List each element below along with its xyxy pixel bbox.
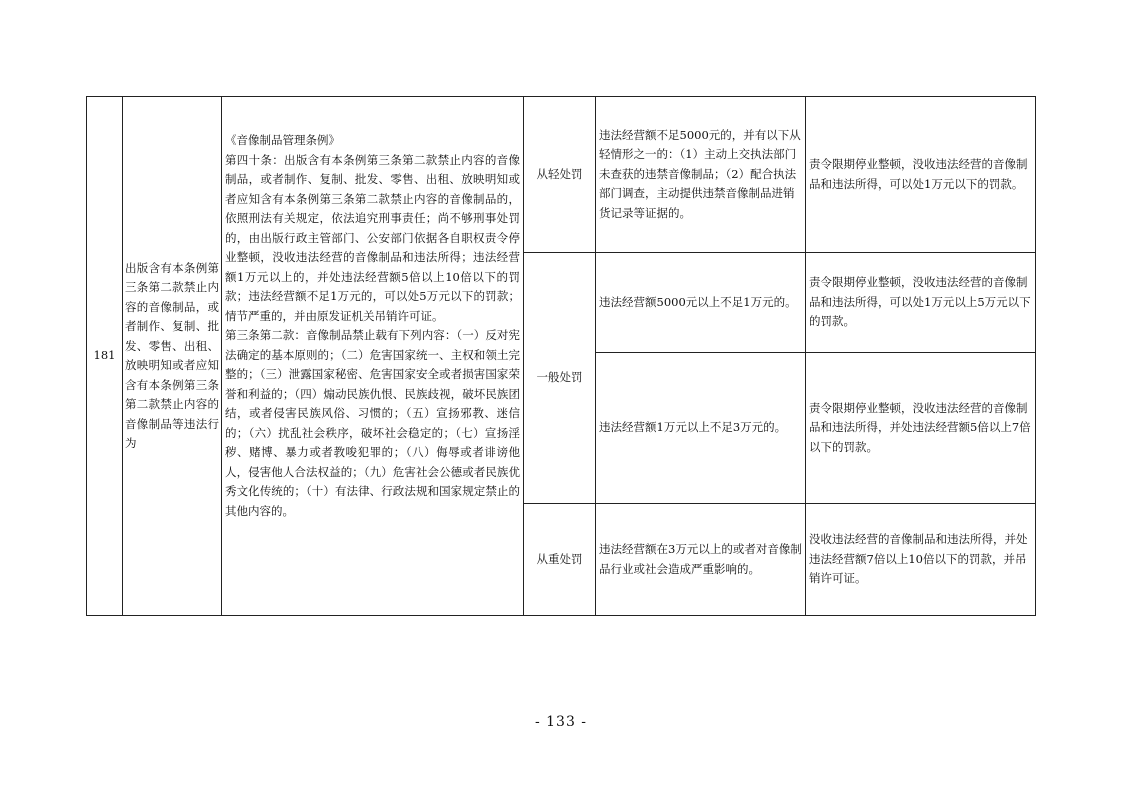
violation-behavior-cell [123,97,222,616]
circumstance-cell [596,504,806,616]
penalty-text: 责令限期停业整顿，没收违法经营的音像制品和违法所得，可以处1万元以下的罚款。 [809,157,1028,191]
circumstance-cell [596,253,806,353]
penalty-level-general: 一般处罚 [536,370,583,385]
page-number: - 133 - [534,714,588,730]
penalty-cell [806,353,1036,504]
circumstance-text: 违法经营额5000元以上不足1万元的。 [599,294,797,309]
penalty-level-light-cell [524,97,596,253]
legal-basis-article-3: 第三条第二款：音像制品禁止载有下列内容：（一）反对宪法确定的基本原则的；（二）危害国家统一、主权和领土完整的；（三）泄露国家秘密、危害国家安全或者损害国家荣誉和利益的；（四）煽动民族仇恨、民族歧视，破坏民族团结，或者侵害民族风俗、习惯的；（五）宣扬邪教、迷信的；（六）扰乱社会秩序，破坏社会稳定的；（七）宣扬淫秽、赌博、暴力或者教唆犯罪的；（八）侮辱或者诽谤他人，侵害他人合法权益的；（九）危害社会公德或者民族优秀文化传统的；（十）有法律、行政法规和国家规定禁止的其他内容的。 [225,328,520,518]
penalty-cell [806,253,1036,353]
legal-basis-cell [222,97,524,616]
penalty-level-light: 从轻处罚 [536,166,583,181]
circumstance-text: 违法经营额在3万元以上的或者对音像制品行业或社会造成严重影响的。 [599,542,802,576]
circumstance-cell [596,97,806,253]
penalty-text: 没收违法经营的音像制品和违法所得，并处违法经营额7倍以上10倍以下的罚款，并吊销许可证。 [809,532,1028,586]
penalty-text: 责令限期停业整顿，没收违法经营的音像制品和违法所得，并处违法经营额5倍以上7倍以下的罚款。 [809,400,1031,454]
penalty-standard-table [86,96,1036,616]
table-row [87,97,1036,253]
circumstance-text: 违法经营额不足5000元的，并有以下从轻情形之一的：（1）主动上交执法部门未查获的违禁音像制品；（2）配合执法部门调查，主动提供违禁音像制品进销货记录等证据的。 [599,127,801,220]
legal-basis-title: 《音像制品管理条例》 [225,133,340,147]
row-number-cell [87,97,123,616]
circumstance-text: 违法经营额1万元以上不足3万元的。 [599,420,787,435]
legal-basis-article-40: 第四十条：出版含有本条例第三条第二款禁止内容的音像制品，或者制作、复制、批发、零售、出租、放映明知或者应知含有本条例第三条第二款禁止内容的音像制品的，依照刑法有关规定，依法追究刑事责任；尚不够刑事处罚的，由出版行政主管部门、公安部门依据各自职权责令停业整顿，没收违法经营的音像制品和违法所得；违法经营额1万元以上的，并处违法经营额5倍以上10倍以下的罚款；违法经营额不足1万元的，可以处5万元以下的罚款；情节严重的，并由原发证机关吊销许可证。 [225,152,520,323]
penalty-text: 责令限期停业整顿，没收违法经营的音像制品和违法所得，可以处1万元以上5万元以下的罚款。 [809,275,1031,329]
row-number: 181 [93,348,116,363]
penalty-level-heavy-cell [524,504,596,616]
violation-behavior-text: 出版含有本条例第三条第二款禁止内容的音像制品，或者制作、复制、批发、零售、出租、放映明知或者应知含有本条例第三条第二款禁止内容的音像制品等违法行为 [125,260,219,450]
circumstance-cell [596,353,806,504]
penalty-level-general-cell [524,253,596,504]
penalty-cell [806,97,1036,253]
penalty-cell [806,504,1036,616]
penalty-level-heavy: 从重处罚 [536,551,583,566]
